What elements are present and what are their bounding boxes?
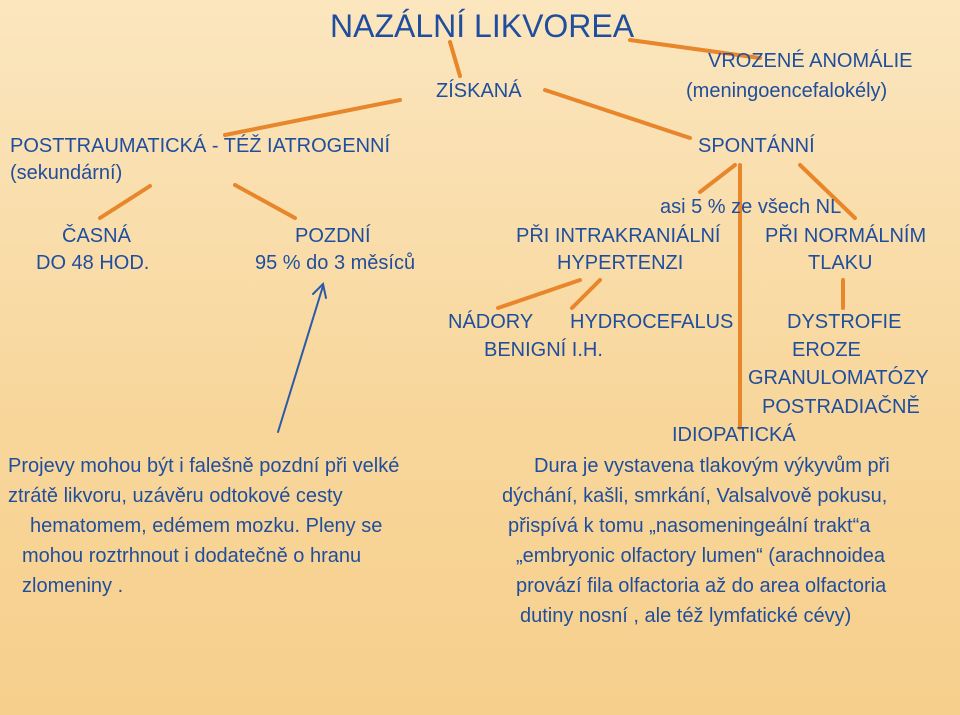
node-early: ČASNÁ	[62, 225, 131, 247]
node-hydrocephalus: HYDROCEFALUS	[570, 311, 734, 333]
connector-hyper-hydro	[572, 280, 600, 308]
node-granulomatosis: GRANULOMATÓZY	[748, 367, 929, 389]
connector-spont-share	[700, 165, 735, 192]
node-posttraumatic: POSTTRAUMATICKÁ - TÉŽ IATROGENNÍ	[10, 135, 391, 157]
right-note-line: dýchání, kašli, smrkání, Valsalvově pokusu,	[502, 485, 888, 507]
right-note-line: provází fila olfactoria až do area olfactoria	[516, 575, 887, 597]
right-note	[502, 451, 890, 631]
connector-hyper-tumors	[498, 280, 580, 308]
node-congenital: VROZENÉ ANOMÁLIE	[708, 50, 913, 72]
connector-acquired-posttraumatic	[225, 100, 400, 135]
connector-post-late	[235, 185, 295, 218]
node-tumors: NÁDORY	[448, 311, 534, 333]
node-bih: BENIGNÍ I.H.	[484, 339, 603, 361]
node-posttraumatic-detail: (sekundární)	[10, 162, 123, 184]
connector-acquired-spontaneous	[545, 90, 690, 138]
node-congenital-detail: (meningoencefalokély)	[686, 80, 888, 102]
left-note-line: Projevy mohou být i falešně pozdní při velké	[8, 455, 400, 477]
right-note-line: dutiny nosní , ale též lymfatické cévy)	[520, 605, 852, 627]
node-dystrophy: DYSTROFIE	[787, 311, 902, 333]
node-postradiation: POSTRADIAČNĚ	[762, 396, 920, 418]
right-note-line: Dura je vystavena tlakovým výkyvům při	[534, 455, 890, 477]
left-note-line: ztrátě likvoru, uzávěru odtokové cesty	[8, 485, 343, 507]
right-note-line: „embryonic olfactory lumen“ (arachnoidea	[516, 545, 886, 567]
node-early-detail: DO 48 HOD.	[36, 252, 150, 274]
node-intracranial-hypertension: PŘI INTRAKRANIÁLNÍ	[516, 225, 721, 247]
diagram-title: NAZÁLNÍ LIKVOREA	[330, 8, 635, 44]
node-normal-pressure-detail: TLAKU	[808, 252, 873, 274]
node-normal-pressure: PŘI NORMÁLNÍM	[765, 225, 927, 247]
left-note-line: mohou roztrhnout i dodatečně o hranu	[22, 545, 362, 567]
node-late-detail: 95 % do 3 měsíců	[255, 252, 416, 274]
node-late: POZDNÍ	[295, 225, 371, 247]
arrow-shaft	[278, 286, 323, 432]
node-intracranial-hypertension-detail: HYPERTENZI	[557, 252, 684, 274]
connector-post-early	[100, 186, 150, 218]
node-share: asi 5 % ze všech NL	[660, 196, 842, 218]
node-spontaneous: SPONTÁNNÍ	[698, 135, 815, 157]
left-note-line: hematomem, edémem mozku. Pleny se	[30, 515, 383, 537]
node-erosion: EROZE	[792, 339, 861, 361]
connector-title-acquired	[450, 42, 460, 76]
left-note	[8, 451, 399, 601]
node-idiopathic: IDIOPATICKÁ	[672, 424, 796, 446]
left-note-line: zlomeniny .	[22, 575, 124, 597]
node-acquired: ZÍSKANÁ	[436, 80, 522, 102]
right-note-line: přispívá k tomu „nasomeningeální trakt“a	[508, 515, 871, 537]
